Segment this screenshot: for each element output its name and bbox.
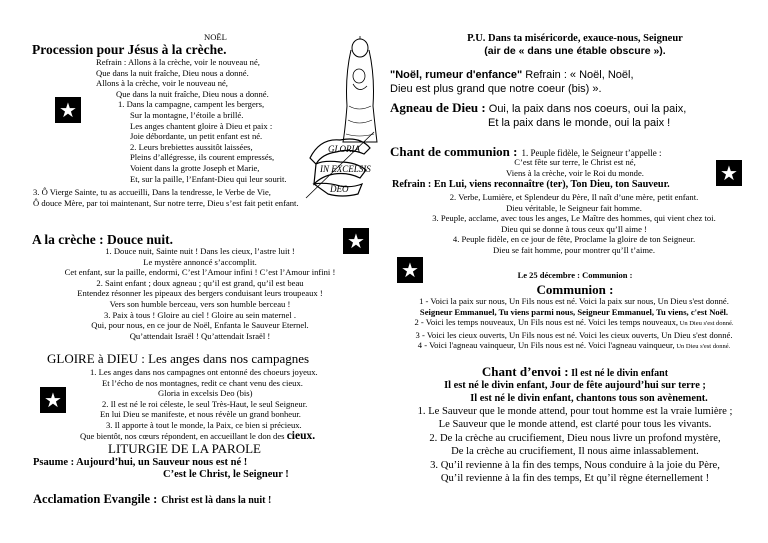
star-icon: ★ [343,228,369,254]
envoi-lyrics [390,405,760,485]
lyric-line [80,431,318,442]
liturgie-title: LITURGIE DE LA PAROLE [108,441,261,456]
lyric-line: 1. Le Sauveur que le monde attend, pour tout homme est la vraie lumière ; [417,406,733,417]
rumeur-refrain: Refrain : « Noël, Noël, [522,69,634,81]
lyric-line: De la crèche au crucifiement, Il nous aime inlassablement. [451,446,699,458]
acclamation-label: Acclamation Evangile : [33,492,158,506]
lyric-line: 3. Il apporte à tout le monde, la Paix, ce bien si précieux. [106,419,302,430]
lyric-line: Le Sauveur que le monde attend, est clarté pour tous les vivants. [438,419,712,431]
lyric-line: Refrain : Allons à la crèche, voir le nouveau né, [96,57,260,67]
agneau-line-2: Et la paix dans le monde, oui la paix ! [488,117,671,129]
lyric-line: Qu’il revienne à la fin des temps, Et qu’il règne éternellement ! [440,473,710,485]
lyric-line: Ô douce Mère, par toi maintenant, Sur notre terre, Dieu s’est fait petit enfant. [33,198,299,208]
gloire-title: GLOIRE à DIEU : Les anges dans nos campagnes [47,351,310,366]
lyric-line: Dieu véritable, le Seigneur fait homme. [506,202,642,213]
lyric-line [384,340,764,353]
lyric-line: Entendez résonner les pipeaux des bergers conduisant leurs troupeaux ! [77,288,323,299]
lyric-line: Gloria in excelsis Deo (bis) [158,388,253,399]
lyric-small: Un Dieu s'est donné. [678,320,734,328]
lyric-line: Vers son humble berceau, vers son humble berceau ! [109,298,291,309]
lyric-line: Et l’écho de nos montagnes, redit ce chant venu des cieux. [102,377,303,388]
gloire-lyrics [80,367,318,441]
lyric-line: Allons à la crèche, voir le nouveau né, [96,78,228,89]
lyric-line: Que dans la nuit fraîche, Dieu nous a donné. [116,88,269,99]
lyric-line: Dieu se fait homme, pour montrer qu’Il t’aime. [492,244,656,255]
lyric-line: Viens à la crèche, voir le Roi du monde. [506,167,644,178]
lyric-text: 4 - Voici l'agneau vainqueur, Un Fils nous est né. Voici l'agneau vainqueur, [417,340,675,351]
acclamation [33,490,271,508]
agneau-line-1: Oui, la paix dans nos coeurs, oui la paix, [485,103,687,115]
lyric-line: 3 - Voici les cieux ouverts, Un Fils nous est né. Voici les cieux ouverts, Un Dieu s'est donné. [415,329,733,340]
communion2-lyrics [384,296,764,353]
lyric-line: C’est fête sur terre, le Christ est né, [514,157,636,167]
svg-text:DEO: DEO [330,184,349,194]
communion-title: Chant de communion : [390,144,518,159]
lyric-line: Il est né le divin enfant, chantons tous son avènement. [470,393,708,404]
lyric-line: 1. Dans la campagne, campent les bergers, [118,99,265,110]
envoi-bold-lines [390,379,760,405]
noel-label: NOËL [204,32,227,42]
lyric-line: 4. Peuple fidèle, en ce jour de fête, Proclame la gloire de ton Seigneur. [452,234,696,245]
lyric-line: Seigneur Emmanuel, Tu viens parmi nous, Seigneur Emmanuel, Tu viens, c'est Noël. [419,306,729,317]
lyric-line: Que dans la nuit fraîche, Dieu nous a donné. [96,67,249,78]
lyric-line: Voient dans la grotte Joseph et Marie, [130,162,260,173]
svg-text:IN EXCELSIS: IN EXCELSIS [320,164,371,174]
rumeur-title: "Noël, rumeur d'enfance" [390,69,523,81]
lyric-line: Dieu qui se donne à tous ceux qu’Il aime ! [501,223,647,234]
lyric-line: 1. Douce nuit, Sainte nuit ! Dans les cieux, l’astre luit ! [105,246,295,256]
star-icon: ★ [397,257,423,283]
agneau-label: Agneau de Dieu : [390,100,486,115]
acclamation-text: Christ est là dans la nuit ! [161,495,272,506]
lyric-line: Sur la montagne, l’étoile a brillé. [130,109,244,120]
lyric-line: Joie débordante, un petit enfant est né. [130,131,263,142]
procession-title: Procession pour Jésus à la crèche. [32,42,227,57]
lyric-text: 2 - Voici les temps nouveaux, Un Fils nous est né. Voici les temps nouveaux, [414,317,679,328]
pu-line-2: (air de « dans une étable obscure »). [484,45,666,57]
lyric-line: Qui, pour nous, en ce jour de Noël, Enfanta le Sauveur Eternel. [91,320,309,331]
madonna-illustration [337,36,383,146]
lyric-line: Le mystère annoncé s’accomplit. [143,256,257,267]
lyric-small: Un Dieu s'est donné. [674,343,731,351]
lyric-line: 3. Peuple, acclame, avec tous les anges, Le Maître des hommes, qui vient chez toi. [432,213,716,224]
lyric-line: 2. Leurs brebiettes aussitôt laissées, [130,141,253,152]
lyric-line: En lui Dieu se manifeste, et nous révèle un grand bonheur. [100,409,301,420]
star-icon: ★ [40,387,66,413]
psaume-line-2: C’est le Christ, le Seigneur ! [163,469,289,480]
lyric-line: 3. Paix à tous ! Gloire au ciel ! Gloire au sein maternel . [103,309,297,320]
rumeur-line-2: Dieu est plus grand que notre coeur (bis) ». [390,82,602,95]
douce-nuit-title: A la crèche : Douce nuit. [32,232,173,247]
lyric-line: Qu’attendait Israël ! Qu’attendait Israël ! [129,330,271,341]
star-icon: ★ [55,97,81,123]
lyric-text: Que bientôt, nos cœurs répondent, en accueillant le don des [80,430,285,441]
lyric-line: Et, sur la paille, l’Enfant-Dieu qui leur sourit. [130,173,287,184]
lyric-line: 2. Il est né le roi céleste, le seul Très-Haut, le seul Seigneur. [102,398,308,409]
lyric-line: Cet enfant, sur la paille, endormi, C’est l’Amour infini ! C’est l’Amour infini ! [64,267,336,278]
lyric-line: 1. Les anges dans nos campagnes ont entonné des choeurs joyeux. [90,367,318,377]
envoi-rest: Il est né le divin enfant [568,368,669,379]
communion-lyrics-a [390,157,760,178]
lyric-line [384,317,764,330]
svg-text:GLORIA: GLORIA [328,144,360,154]
lyric-line: Les anges chantent gloire à Dieu et paix : [130,120,273,131]
procession-lyrics [96,57,287,184]
lyric-line: 1 - Voici la paix sur nous, Un Fils nous est né. Voici la paix sur nous, Un Dieu s'est donné. [419,296,729,306]
dec25-label: Le 25 décembre : Communion : [517,270,633,280]
communion-refrain: Refrain : En Lui, viens reconnaître (ter), Ton Dieu, ton Sauveur. [392,179,670,190]
communion-lyrics-b [384,192,764,256]
lyric-emphasis: cieux. [286,429,316,442]
psaume-line-1: Psaume : Aujourd’hui, un Sauveur nous est né ! [33,457,248,468]
lyric-line: 3. Ô Vierge Sainte, tu as accueilli, Dans la tendresse, le Verbe de Vie, [33,187,271,197]
lyric-line: 2. Saint enfant ; doux agneau ; qu’il est grand, qu’il est beau [96,277,304,288]
douce-nuit-lyrics [40,246,360,341]
pu-line-1: P.U. Dans ta miséricorde, exauce-nous, Seigneur [467,33,683,44]
pu-block [390,32,760,58]
communion-first-line: 1. Peuple fidèle, le Seigneur t’appelle : [521,148,662,158]
lyric-line: 2. Verbe, Lumière, et Splendeur du Père, Il naît d’une mère, petit enfant. [449,192,699,202]
envoi-label: Chant d’envoi : [481,364,569,379]
communion2-title: Communion : [536,282,614,297]
agneau-block [390,101,686,130]
rumeur-block [390,69,634,96]
lyric-line: Il est né le divin enfant, Jour de fête aujourd’hui sur terre ; [444,380,706,391]
lyric-line: Pleins d’allégresse, ils courent empressés, [130,152,275,163]
star-icon: ★ [716,160,742,186]
lyric-line: 3. Qu’il revienne à la fin des temps, Nous conduire à la joie du Père, [430,459,720,471]
lyric-line: 2. De la crèche au crucifiement, Dieu nous livre un profond mystère, [429,432,721,444]
